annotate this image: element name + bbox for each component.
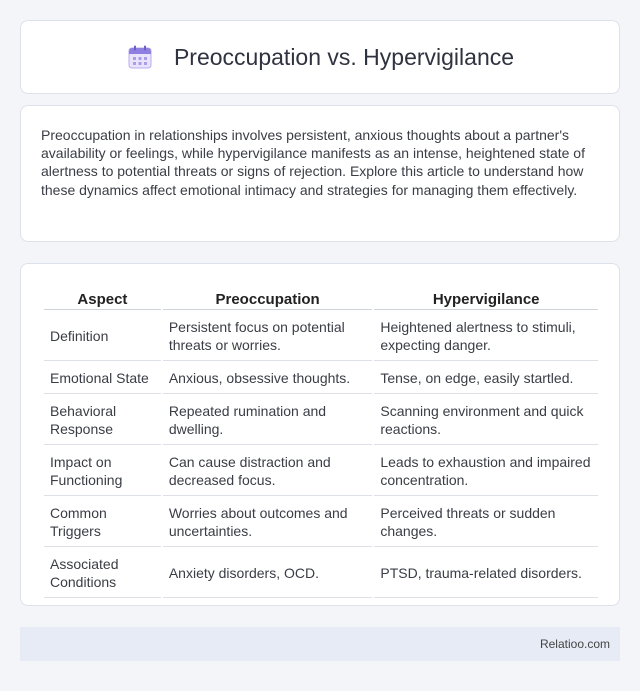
table-row <box>44 498 598 547</box>
header-card <box>20 20 620 94</box>
table-row <box>44 447 598 496</box>
column-header-hypervigilance: Hypervigilance <box>374 286 598 310</box>
row-aspect: Behavioral Response <box>44 396 161 445</box>
row-aspect: Common Triggers <box>44 498 161 547</box>
intro-card <box>20 105 620 242</box>
row-hypervigilance: Leads to exhaustion and impaired concentration. <box>374 447 598 496</box>
row-hypervigilance: Heightened alertness to stimuli, expecting danger. <box>374 312 598 361</box>
footer <box>20 627 620 661</box>
row-preoccupation: Can cause distraction and decreased focus. <box>163 447 373 496</box>
table-row <box>44 396 598 445</box>
table-row <box>44 549 598 598</box>
row-aspect: Emotional State <box>44 363 161 394</box>
column-header-aspect: Aspect <box>44 286 161 310</box>
calendar-icon <box>126 43 154 71</box>
comparison-card <box>20 263 620 606</box>
row-preoccupation: Worries about outcomes and uncertainties. <box>163 498 373 547</box>
table-header-row <box>44 286 598 310</box>
table-row <box>44 363 598 394</box>
row-hypervigilance: Scanning environment and quick reactions. <box>374 396 598 445</box>
row-aspect: Associated Conditions <box>44 549 161 598</box>
row-aspect: Definition <box>44 312 161 361</box>
row-preoccupation: Anxiety disorders, OCD. <box>163 549 373 598</box>
row-preoccupation: Repeated rumination and dwelling. <box>163 396 373 445</box>
page-title: Preoccupation vs. Hypervigilance <box>173 43 515 70</box>
title-wrap <box>126 43 514 71</box>
row-aspect: Impact on Functioning <box>44 447 161 496</box>
row-preoccupation: Anxious, obsessive thoughts. <box>163 363 373 394</box>
footer-site-name: Relatioo.com <box>539 637 610 651</box>
row-hypervigilance: Perceived threats or sudden changes. <box>374 498 598 547</box>
table-row <box>44 312 598 361</box>
row-hypervigilance: Tense, on edge, easily startled. <box>374 363 598 394</box>
column-header-preoccupation: Preoccupation <box>163 286 373 310</box>
intro-paragraph: Preoccupation in relationships involves persistent, anxious thoughts about a partner's availability or feelings, while hypervigilance manifests as an intense, heightened state of alertness to potential threats or signs of rejection. Explore this article to understand how these dynamics affect emotional intimacy and strategies for managing them effectively. <box>41 127 585 198</box>
row-hypervigilance: PTSD, trauma-related disorders. <box>374 549 598 598</box>
comparison-table <box>42 284 600 600</box>
row-preoccupation: Persistent focus on potential threats or worries. <box>163 312 373 361</box>
